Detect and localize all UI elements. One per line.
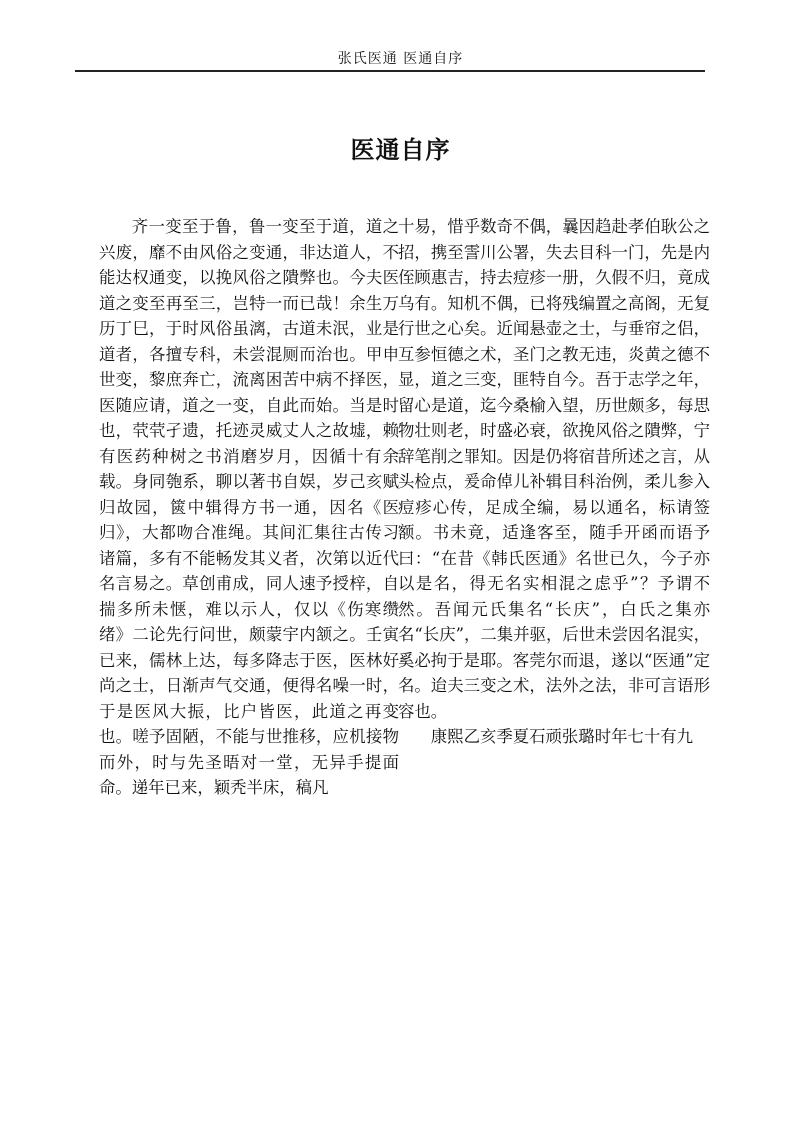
- page-title: 医通自序: [350, 136, 451, 164]
- preface-paragraph-1-continued: 十易，惜乎数奇不偶，曩因趋赴孝伯耿公之招，携至霅川公署，失去目科一门，先是内侄顾惠吉，持去痘疹一册，久假不归，竟成乌有。知机不偶，已将残编置之高阁，无复行世之心矣。近闻悬壶之士，与垂帘之侣，互参恒德之术，圣门之教无违，炎黄之德不显，道之三变，匪特自今。吾于志学之年，留心是道，迄今桑榆入望，历世颇多，每思物壮则老，时盛必衰，欲挽风俗之隤弊，宁辞笔削之罪知。因是仍将宿昔所述之言，从头检点，爰命倬儿补辑目科治例，柔儿参入痘疹心传，足成全编，易以通名，标请签额。书未竟，适逢客至，随手开函而语予曰：“在昔《韩氏医通》名世已久，今子亦以是名，得无名实相混之虑乎”？予谓不然。吾闻元氏集名“长庆”，白氏之集亦名“长庆”，二集并驱，后世未尝因名混实，奚必拘于是耶。客莞尔而退，遂以“医通”定名。迨夫三变之术，法外之法，非可言语形容也。: [398, 217, 710, 721]
- author-signature: 康熙乙亥季夏石顽张璐时年七十有九: [430, 727, 694, 746]
- preface-paragraph-1: 齐一变至于鲁，鲁一变至于道，道之兴废，靡不由风俗之变通，非达道人，不能达权通变，以挽风俗之隤弊也。今夫医道之变至再至三，岂特一而已哉！余生万历丁巳，于时风俗虽漓，古道未泯，业是道者，各擅专科，未尝混厕而治也。甲申世变，黎庶奔亡，流离困苦中病不择医，医随应请，道之一变，自此而始。当是时也，茕茕孑遗，托迹灵威丈人之故墟，赖有医药种树之书消磨岁月，因循十有余载。身同匏系，聊以著书自娱，岁己亥赋归故园，篋中辑得方书一通，因名《医归》，大都吻合准绳。其间汇集往古传习诸篇，多有不能畅发其义者，次第以近代名言易之。草创甫成，同人速予授梓，自揣多所未惬，难以示人，仅以《伤寒缵绪》二论先行问世，颇蒙宇内颔之。壬寅已来，儒林上达，每多降志于医，医林好尚之士，日渐声气交通，便得名噪一时，于是医风大振，比户皆医，此道之再变也。嗟予固陋，不能与世推移，应机接物而外，时与先圣晤对一堂，无异手提面命。递年已来，颖秃半床，稿凡: [99, 217, 399, 797]
- text-column-left: [99, 214, 399, 801]
- header-divider: [75, 70, 705, 72]
- running-header: 张氏医通 医通自序: [337, 51, 464, 67]
- text-column-right: [398, 214, 710, 750]
